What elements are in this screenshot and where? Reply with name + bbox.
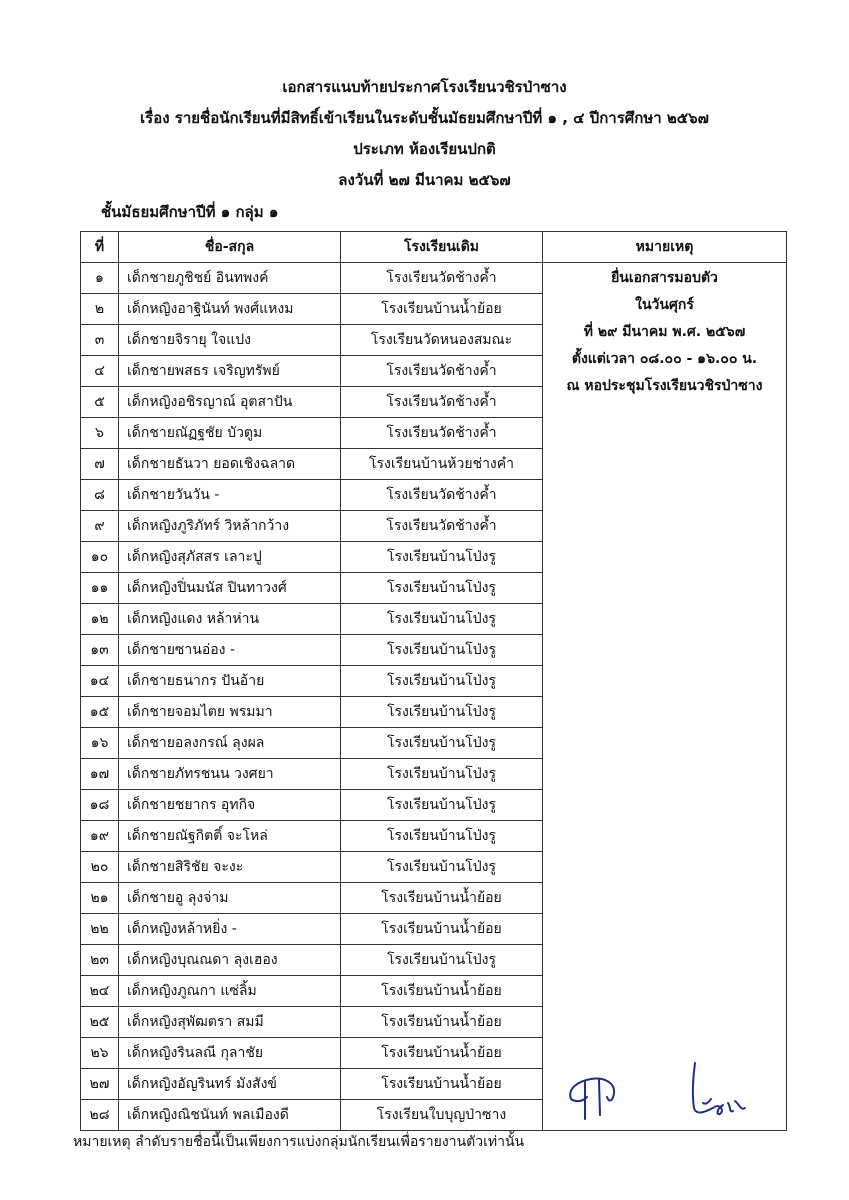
group-title: ชั้นมัธยมศึกษาปีที่ ๑ กลุ่ม ๑ xyxy=(101,203,279,221)
student-name: เด็กหญิงบุณณดา ลุงเฮอง xyxy=(119,945,341,976)
row-number: ๒๐ xyxy=(81,852,119,883)
row-number: ๑๐ xyxy=(81,542,119,573)
student-name: เด็กชายอู ลุงจ่าม xyxy=(119,883,341,914)
student-name: เด็กหญิงอชิรญาณ์ อุตสาปัน xyxy=(119,387,341,418)
remark-line: ที่ ๒๙ มีนาคม พ.ศ. ๒๕๖๗ xyxy=(583,324,746,340)
student-name: เด็กชายซานอ่อง - xyxy=(119,635,341,666)
row-number: ๑ xyxy=(81,263,119,294)
previous-school: โรงเรียนบ้านโป่งรู xyxy=(341,728,543,759)
row-number: ๑๒ xyxy=(81,604,119,635)
student-name: เด็กหญิงสุพัฒตรา สมมี xyxy=(119,1007,341,1038)
header-line-1: เอกสารแนบท้ายประกาศโรงเรียนวชิรป่าซาง xyxy=(282,78,567,96)
previous-school: โรงเรียนบ้านโป่งรู xyxy=(341,852,543,883)
row-number: ๑๑ xyxy=(81,573,119,604)
student-name: เด็กหญิงณิชนันท์ พลเมืองดี xyxy=(119,1100,341,1131)
student-name: เด็กหญิงอาฐินันท์ พงศ์แหงม xyxy=(119,294,341,325)
student-name: เด็กหญิงภูริภัทร์ วิหล้ากว้าง xyxy=(119,511,341,542)
student-name: เด็กชายภูชิชย์ อินทพงค์ xyxy=(119,263,341,294)
previous-school: โรงเรียนบ้านน้ำย้อย xyxy=(341,294,543,325)
signatures xyxy=(543,1053,785,1131)
student-name: เด็กชายธนากร ปันอ้าย xyxy=(119,666,341,697)
row-number: ๑๓ xyxy=(81,635,119,666)
header-line-4: ลงวันที่ ๒๗ มีนาคม ๒๕๖๗ xyxy=(338,171,511,189)
footnote: หมายเหตุ ลำดับรายชื่อนี้เป็นเพียงการแบ่งกลุ่มนักเรียนเพื่อรายงานตัวเท่านั้น xyxy=(73,1134,525,1150)
previous-school: โรงเรียนบ้านโป่งรู xyxy=(341,635,543,666)
previous-school: โรงเรียนบ้านโป่งรู xyxy=(341,573,543,604)
header-line-3: ประเภท ห้องเรียนปกติ xyxy=(353,140,496,158)
column-header-remark: หมายเหตุ xyxy=(543,232,787,263)
column-header-no: ที่ xyxy=(81,232,119,263)
student-name: เด็กหญิงแดง หล้าห่าน xyxy=(119,604,341,635)
table-header-row xyxy=(81,232,787,263)
student-name: เด็กชายชยากร อุทกิจ xyxy=(119,790,341,821)
row-number: ๒ xyxy=(81,294,119,325)
row-number: ๔ xyxy=(81,356,119,387)
signature-1 xyxy=(570,1079,614,1119)
student-name: เด็กชายสิริชัย จะงะ xyxy=(119,852,341,883)
student-name: เด็กหญิงหล้าหยิ่ง - xyxy=(119,914,341,945)
previous-school: โรงเรียนใบบุญป่าซาง xyxy=(341,1100,543,1131)
previous-school: โรงเรียนบ้านโป่งรู xyxy=(341,697,543,728)
remark-line: ในวันศุกร์ xyxy=(635,297,694,313)
student-name: เด็กหญิงสุภัสสร เลาะปู xyxy=(119,542,341,573)
table-row xyxy=(81,263,787,294)
row-number: ๖ xyxy=(81,418,119,449)
row-number: ๒๗ xyxy=(81,1069,119,1100)
student-name: เด็กชายพสธร เจริญทรัพย์ xyxy=(119,356,341,387)
remark-line: ณ หอประชุมโรงเรียนวชิรป่าซาง xyxy=(566,378,763,394)
remark-line: ตั้งแต่เวลา ๐๘.๐๐ - ๑๖.๐๐ น. xyxy=(571,351,758,367)
previous-school: โรงเรียนบ้านน้ำย้อย xyxy=(341,1069,543,1100)
column-header-name: ชื่อ-สกุล xyxy=(119,232,341,263)
previous-school: โรงเรียนวัดช้างค้ำ xyxy=(341,511,543,542)
previous-school: โรงเรียนบ้านโป่งรู xyxy=(341,790,543,821)
previous-school: โรงเรียนวัดช้างค้ำ xyxy=(341,418,543,449)
previous-school: โรงเรียนบ้านโป่งรู xyxy=(341,945,543,976)
student-name: เด็กหญิงอัญรินทร์ มังสังข์ xyxy=(119,1069,341,1100)
column-header-school: โรงเรียนเดิม xyxy=(341,232,543,263)
previous-school: โรงเรียนวัดหนองสมณะ xyxy=(341,325,543,356)
row-number: ๑๔ xyxy=(81,666,119,697)
row-number: ๘ xyxy=(81,480,119,511)
previous-school: โรงเรียนบ้านโป่งรู xyxy=(341,604,543,635)
student-name: เด็กชายธันวา ยอดเชิงฉลาด xyxy=(119,449,341,480)
student-name: เด็กหญิงรินลณี กุลาชัย xyxy=(119,1038,341,1069)
header-line-2: เรื่อง รายชื่อนักเรียนที่มีสิทธิ์เข้าเรียนในระดับชั้นมัธยมศึกษาปีที่ ๑ , ๔ ปีการศึกษา ๒๕๖๗ xyxy=(140,109,709,127)
signature-2 xyxy=(693,1063,745,1114)
previous-school: โรงเรียนบ้านห้วยช่างคำ xyxy=(341,449,543,480)
previous-school: โรงเรียนบ้านโป่งรู xyxy=(341,542,543,573)
student-name: เด็กชายณัฐกิตติ์ จะโหล่ xyxy=(119,821,341,852)
remark-text xyxy=(543,263,786,400)
row-number: ๑๖ xyxy=(81,728,119,759)
previous-school: โรงเรียนบ้านโป่งรู xyxy=(341,759,543,790)
previous-school: โรงเรียนบ้านน้ำย้อย xyxy=(341,976,543,1007)
previous-school: โรงเรียนบ้านน้ำย้อย xyxy=(341,1038,543,1069)
row-number: ๓ xyxy=(81,325,119,356)
previous-school: โรงเรียนวัดช้างค้ำ xyxy=(341,356,543,387)
student-name: เด็กชายจอมไตย พรมมา xyxy=(119,697,341,728)
student-name: เด็กชายภัทรชนน วงศยา xyxy=(119,759,341,790)
student-table xyxy=(80,231,787,1131)
student-name: เด็กชายวันวัน - xyxy=(119,480,341,511)
row-number: ๑๕ xyxy=(81,697,119,728)
previous-school: โรงเรียนบ้านน้ำย้อย xyxy=(341,883,543,914)
row-number: ๑๙ xyxy=(81,821,119,852)
student-name: เด็กหญิงปิ่นมนัส ปินทาวงศ์ xyxy=(119,573,341,604)
previous-school: โรงเรียนบ้านน้ำย้อย xyxy=(341,1007,543,1038)
remark-line: ยื่นเอกสารมอบตัว xyxy=(611,270,718,286)
row-number: ๒๑ xyxy=(81,883,119,914)
student-name: เด็กชายอลงกรณ์ ลุงผล xyxy=(119,728,341,759)
row-number: ๑๘ xyxy=(81,790,119,821)
row-number: ๙ xyxy=(81,511,119,542)
previous-school: โรงเรียนบ้านน้ำย้อย xyxy=(341,914,543,945)
row-number: ๒๘ xyxy=(81,1100,119,1131)
previous-school: โรงเรียนวัดช้างค้ำ xyxy=(341,387,543,418)
row-number: ๒๓ xyxy=(81,945,119,976)
student-name: เด็กหญิงภูณกา แซ่ลิ้ม xyxy=(119,976,341,1007)
student-name: เด็กชายณัฏฐชัย บัวตูม xyxy=(119,418,341,449)
row-number: ๑๗ xyxy=(81,759,119,790)
row-number: ๗ xyxy=(81,449,119,480)
row-number: ๒๔ xyxy=(81,976,119,1007)
row-number: ๒๕ xyxy=(81,1007,119,1038)
row-number: ๕ xyxy=(81,387,119,418)
previous-school: โรงเรียนวัดช้างค้ำ xyxy=(341,263,543,294)
row-number: ๒๒ xyxy=(81,914,119,945)
previous-school: โรงเรียนบ้านโป่งรู xyxy=(341,821,543,852)
previous-school: โรงเรียนวัดช้างค้ำ xyxy=(341,480,543,511)
previous-school: โรงเรียนบ้านโป่งรู xyxy=(341,666,543,697)
row-number: ๒๖ xyxy=(81,1038,119,1069)
table-body xyxy=(81,263,787,1131)
document-header xyxy=(0,72,849,196)
remark-cell xyxy=(543,263,787,1131)
student-name: เด็กชายจิรายุ ใจแปง xyxy=(119,325,341,356)
